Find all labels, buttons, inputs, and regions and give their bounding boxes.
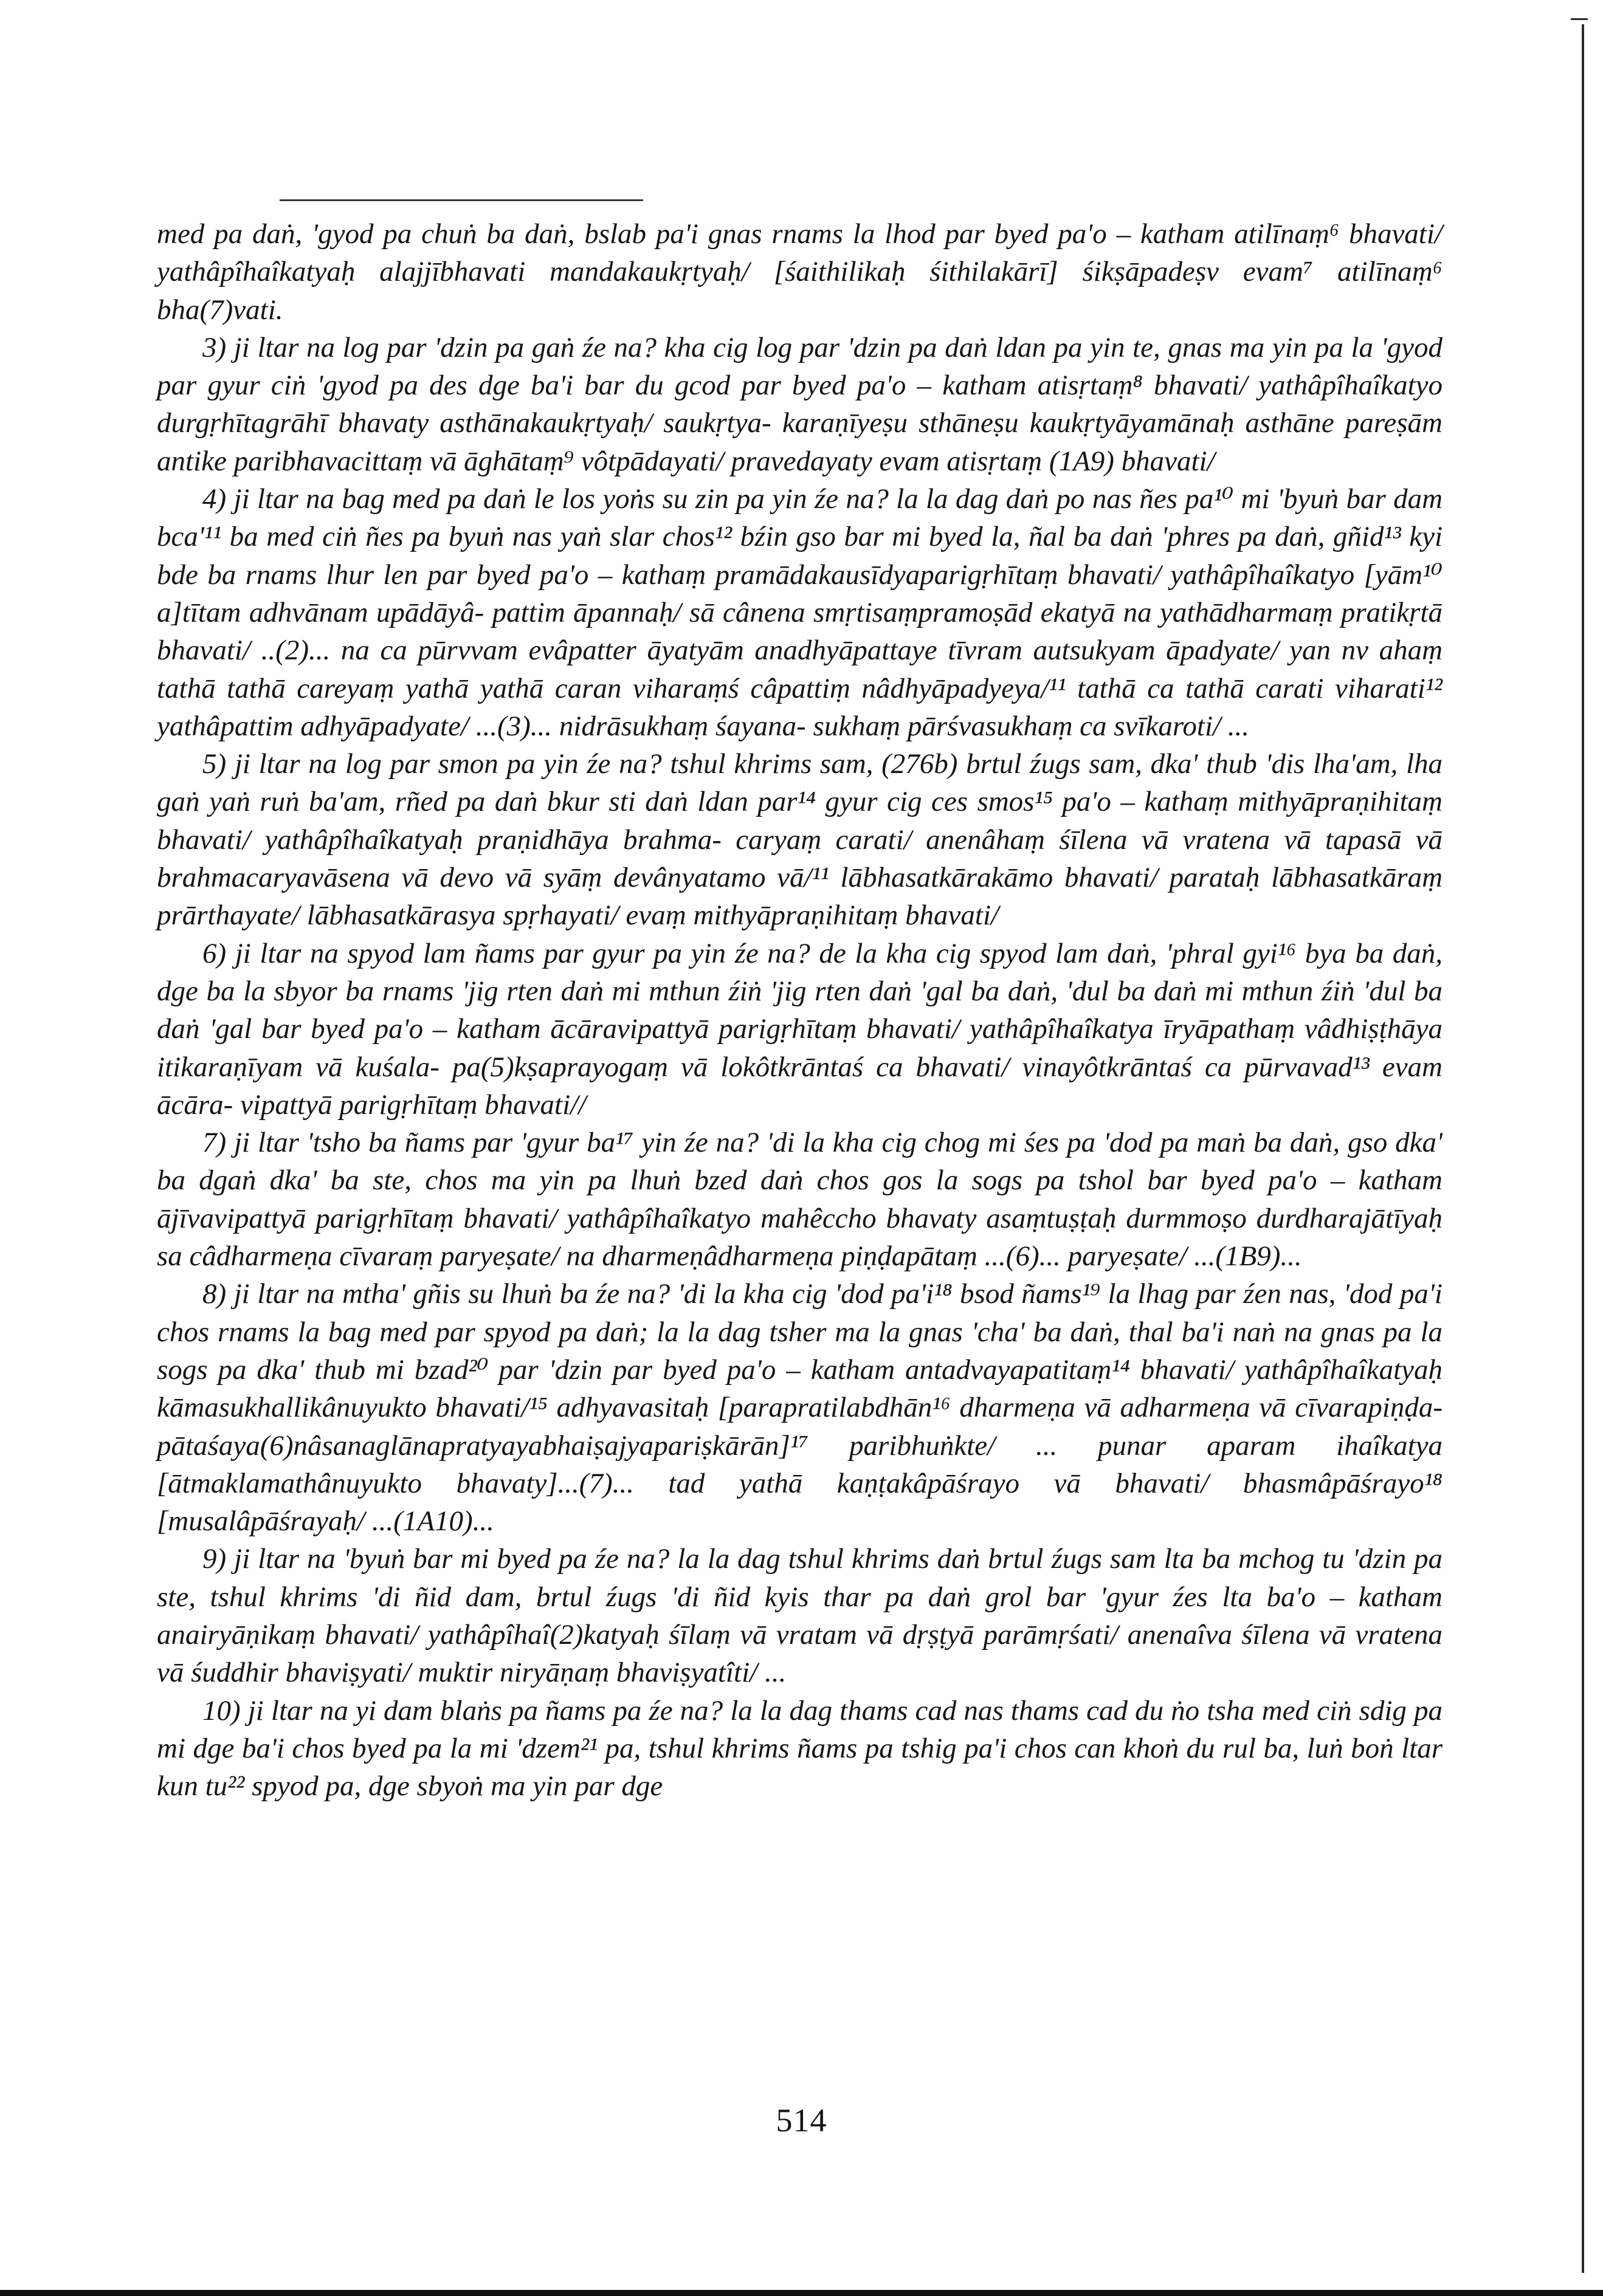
paragraph-7 xyxy=(157,1124,1443,1275)
text-line: vipattyā parigṛhītaṃ bhavati// xyxy=(240,1088,587,1121)
body-text xyxy=(157,215,1443,1805)
text-line: bhavati/¹⁵ adhyavasitaḥ [parapratilabdhān¹⁶ dharmeṇa vā adharmeṇa vā cīvarapiṇḍa- xyxy=(435,1392,1443,1424)
text-line: 3) ji ltar na log par 'dzin pa gaṅ źe na? kha cig log par 'dzin pa daṅ ldan pa yin te, gnas xyxy=(202,331,1222,363)
text-line: ..(2)... na ca pūrvvam evâpatter āyatyām anadhyāpattaye tīvram autsukyam āpadyate/ yan xyxy=(261,634,1331,667)
text-line: gyi¹⁶ bya ba daṅ, dge ba la sbyor ba rnams 'jig rten daṅ mi mthun źiṅ 'jig rten daṅ 'gal ba xyxy=(157,937,1443,1007)
text-line: vôtpādayati/ pravedayaty evam atisṛtaṃ (1A9) bhavati/ xyxy=(581,445,1215,477)
text-line: pātaśaya(6)nâsanaglānapratyayabhaiṣajyapariṣkārān]¹⁷ paribhuṅkte/ ... punar aparam xyxy=(157,1429,1296,1462)
text-line: pa'i chos can khoṅ du rul ba, luṅ boṅ ltar kun tu²² spyod pa, dge sbyoṅ ma yin par dge xyxy=(157,1732,1443,1803)
text-line: syāṃ devânyatamo vā/¹¹ lābhasatkārakāmo bhavati/ parataḥ lābhasatkāraṃ prārthayate/ xyxy=(157,862,1443,932)
text-line: maṅ ba daṅ, gso dka' ba dgaṅ dka' ba ste, chos ma yin pa lhuṅ bzed daṅ chos gos la sogs xyxy=(157,1127,1443,1197)
text-line: atisṛtaṃ⁸ bhavati/ yathâpîhaîkatyo durgṛhītagrāhī bhavaty asthānakaukṛtyaḥ/ saukṛtya- xyxy=(157,369,1443,439)
text-line: ba mchog tu 'dzin pa ste, tshul khrims 'di ñid dam, brtul źugs 'di ñid kyis thar pa daṅ grol xyxy=(157,1543,1443,1613)
footnote-separator-rule xyxy=(280,199,643,201)
text-line: 7) ji ltar 'tsho ba ñams par 'gyur ba¹⁷ yin źe na? 'di la kha cig chog mi śes pa 'dod pa xyxy=(202,1127,1189,1159)
text-line: bhasmâpāśrayo¹⁸ [musalâpāśrayaḥ/ ...(1A10)... xyxy=(157,1467,1443,1538)
text-line: 5) ji ltar na log par smon pa yin źe na? tshul khrims sam, (276b) brtul źugs sam, dka' xyxy=(202,748,1198,780)
text-line: mahêccho bhavaty asaṃtuṣṭaḥ durmmoṣo durdharajātīyaḥ sa câdharmeṇa cīvaraṃ xyxy=(157,1202,1443,1273)
text-line: smos¹⁵ pa'o – kathaṃ mithyāpraṇihitaṃ bhavati/ yathâpîhaîkatyaḥ praṇidhāya brahma- xyxy=(157,786,1443,856)
text-line: lābhasatkārasya spṛhayati/ evaṃ mithyāpraṇihitaṃ bhavati/ xyxy=(306,899,999,932)
text-line: pa(5)kṣaprayogaṃ vā lokôtkrāntaś ca bhavati/ vinayôtkrāntaś ca pūrvavad¹³ evam ācāra- xyxy=(157,1051,1443,1121)
scan-edge-line xyxy=(1582,24,1584,2273)
text-line: pa¹⁰ mi 'byuṅ bar dam bca'¹¹ ba med ciṅ ñes pa byuṅ nas yaṅ slar chos¹² bźin gso bar mi xyxy=(157,483,1443,553)
text-line: 4) ji ltar na bag med pa daṅ le los yoṅs su zin pa yin źe na? la la dag daṅ po nas ñes xyxy=(202,483,1177,515)
text-line: pramādakausīdyaparigṛhītaṃ bhavati/ yathâpîhaîkatyo [yām¹⁰ a]tītam adhvānam upādāyâ- xyxy=(157,559,1443,628)
paragraph-4 xyxy=(157,480,1443,745)
text-line: tathā ca tathā carati viharati¹² yathâpattim adhyāpadyate/ ...(3)... nidrāsukhaṃ śayana- xyxy=(157,672,1443,742)
text-line: 9) ji ltar na 'byuṅ bar mi byed pa źe na? la la dag tshul khrims daṅ brtul źugs sam lta xyxy=(202,1543,1194,1575)
text-line: caryaṃ carati/ anenâhaṃ śīlena vā vratena vā tapasā vā brahmacaryavāsena vā devo vā xyxy=(157,823,1443,894)
text-line: 10) ji ltar na yi dam blaṅs pa ñams pa źe na? la la dag thams cad nas thams cad du ṅo xyxy=(202,1694,1200,1727)
paragraph-6 xyxy=(157,935,1443,1124)
paragraph-2-continuation xyxy=(157,215,1443,329)
text-line: bar 'gyur źes lta ba'o – katham anairyāṇikaṃ bhavati/ yathâpîhaî(2)katyaḥ śīlaṃ vā vratam xyxy=(157,1581,1443,1651)
text-line: byed la, ñal ba daṅ 'phres pa daṅ, gñid¹³ kyi bde ba rnams lhur len par byed pa'o – kathaṃ xyxy=(157,521,1443,591)
text-line: bhaviṣyatîti/ ... xyxy=(616,1657,787,1689)
paragraph-8 xyxy=(157,1275,1443,1540)
text-line: daṅ, 'dul ba daṅ mi mthun źiṅ 'dul ba daṅ 'gal bar byed pa'o – katham ācāravipattyā xyxy=(157,975,1443,1045)
text-line: sukhaṃ pārśvasukhaṃ ca svīkaroti/ ... xyxy=(813,710,1250,742)
text-line: tsha med ciṅ sdig pa mi dge ba'i chos byed pa la mi 'dzem²¹ pa, tshul khrims ñams pa tshig xyxy=(157,1694,1443,1764)
text-line: thub 'dis lha'am, lha gaṅ yaṅ ruṅ ba'am, rñed pa daṅ bkur sti daṅ ldan par¹⁴ gyur cig ces xyxy=(157,748,1443,818)
text-line: med pa daṅ, 'gyod pa chuṅ ba daṅ, bslab pa'i gnas rnams la lhod par byed pa'o – katham xyxy=(157,218,1225,250)
text-line: 'cha' ba daṅ, thal ba'i naṅ na gnas pa la sogs pa dka' thub mi bzad²⁰ par 'dzin par byed xyxy=(157,1316,1443,1386)
text-line: ma yin pa la 'gyod par gyur ciṅ 'gyod pa des dge ba'i bar du gcod par byed pa'o – katham xyxy=(157,331,1443,402)
scan-bottom-edge xyxy=(0,2290,1603,2296)
paragraph-3 xyxy=(157,329,1443,480)
paragraph-10 xyxy=(157,1692,1443,1806)
text-line: 8) ji ltar na mtha' gñis su lhuṅ ba źe na? 'di la kha cig 'dod pa'i¹⁸ bsod ñams¹⁹ la lhag xyxy=(202,1278,1189,1310)
text-line: parigṛhītaṃ bhavati/ yathâpîhaîkatya īryāpathaṃ vâdhiṣṭhāya itikaraṇīyam vā kuśala- xyxy=(157,1013,1443,1083)
page-number: 514 xyxy=(776,2102,827,2139)
text-line: par źen nas, 'dod pa'i chos rnams la bag med par spyod pa daṅ; la la dag tsher ma la gnas xyxy=(157,1278,1443,1348)
text-line: vā dṛṣṭyā parāmṛśati/ anenaîva śīlena vā vratena vā śuddhir bhaviṣyati/ muktir niryāṇaṃ xyxy=(157,1618,1443,1689)
text-line: pa'o – katham antadvayapatitaṃ¹⁴ bhavati/ yathâpîhaîkatyaḥ kāmasukhallikânuyukto xyxy=(157,1353,1443,1424)
text-line: 6) ji ltar na spyod lam ñams par gyur pa yin źe na? de la kha cig spyod lam daṅ, 'phral xyxy=(202,937,1234,969)
text-line: paryeṣate/ na dharmeṇâdharmeṇa piṇḍapātaṃ ...(6)... paryeṣate/ ...(1B9)... xyxy=(440,1240,1302,1273)
text-line: karaṇīyeṣu sthāneṣu kaukṛtyāyamānaḥ asthāne pareṣām antike paribhavacittaṃ vā āghātaṃ⁹ xyxy=(157,407,1443,477)
paragraph-5 xyxy=(157,745,1443,934)
text-line: pattim āpannaḥ/ sā cânena smṛtisaṃpramoṣād ekatyā na yathādharmaṃ pratikṛtā bhavati/ xyxy=(157,596,1443,667)
paragraph-9 xyxy=(157,1540,1443,1691)
text-line: nv ahaṃ tathā tathā careyaṃ yathā yathā caran viharaṃś câpattiṃ nâdhyāpadyeya/¹¹ xyxy=(157,634,1443,704)
text-line: śikṣāpadeṣv evam⁷ atilīnaṃ⁶ bha(7)vati. xyxy=(157,256,1443,326)
scan-edge-mark xyxy=(1571,18,1588,20)
text-line: ihaîkatya [ātmaklamathânuyukto bhavaty]...(7)... tad yathā kaṇṭakâpāśrayo vā bhavati/ xyxy=(157,1429,1443,1499)
text-line: pa tshol bar byed pa'o – katham ājīvavipattyā parigṛhītaṃ bhavati/ yathâpîhaîkatyo xyxy=(157,1164,1443,1234)
text-line: atilīnaṃ⁶ bhavati/ yathâpîhaîkatyaḥ alajjībhavati mandakaukṛtyaḥ/ [śaithilikaḥ śithilakārī] xyxy=(157,218,1443,288)
